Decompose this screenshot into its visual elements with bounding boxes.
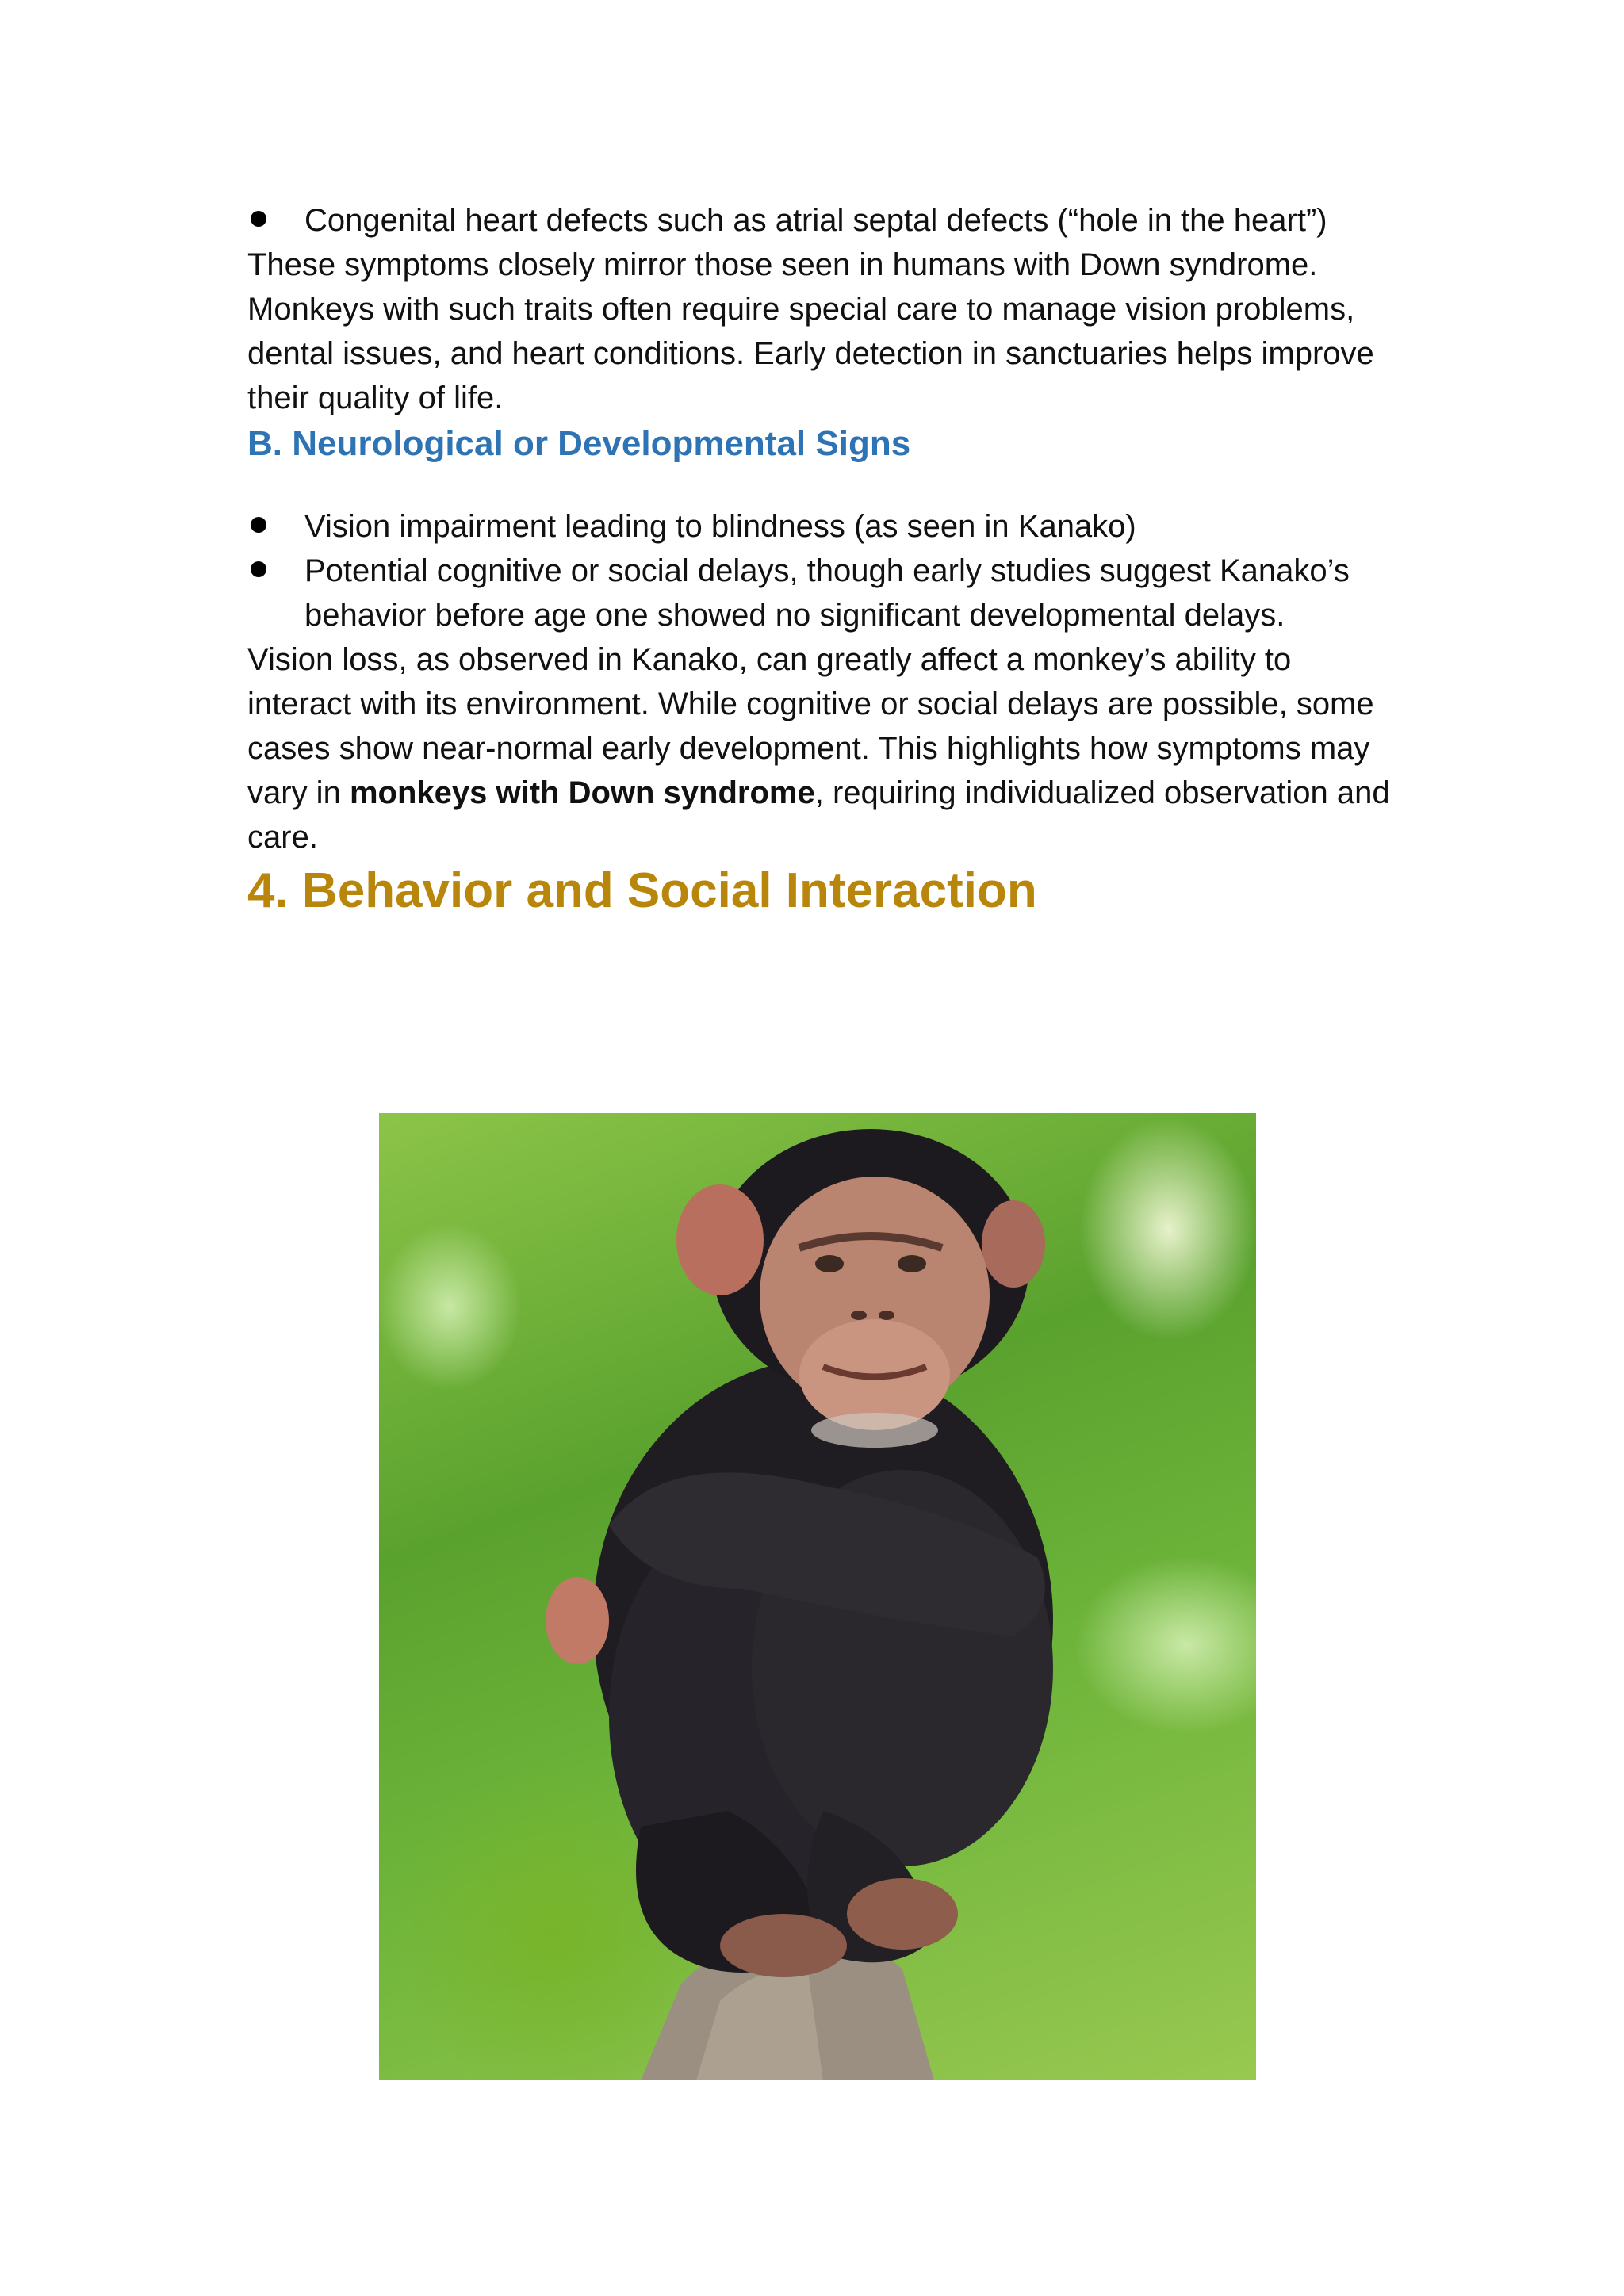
chimpanzee-photo bbox=[379, 1113, 1256, 2080]
document-page bbox=[247, 198, 1397, 923]
bullet-icon bbox=[251, 211, 266, 227]
section-heading-behavior: 4. Behavior and Social Interaction bbox=[247, 863, 1037, 918]
list-item-text: Congenital heart defects such as atrial septal defects (“hole in the heart”) bbox=[304, 203, 1327, 238]
chimpanzee-illustration bbox=[379, 1113, 1256, 2080]
list-item bbox=[247, 549, 1397, 637]
bullet-list-neurological bbox=[247, 504, 1397, 637]
list-item-text: Vision impairment leading to blindness (as seen in Kanako) bbox=[304, 509, 1136, 544]
paragraph-text: Vision loss, as observed in Kanako, can greatly affect a monkey’s ability to interact with its environment. While cognitive or social delays are possible, some cases show near-normal early development. This highlights how symptoms may vary in bbox=[247, 642, 1374, 810]
list-item bbox=[247, 504, 1397, 549]
bullet-icon bbox=[251, 561, 266, 577]
list-item-text: Potential cognitive or social delays, though early studies suggest Kanako’s behavior before age one showed no significant developmental delays. bbox=[304, 553, 1350, 633]
bullet-icon bbox=[251, 517, 266, 533]
paragraph-text: , requiring individualized observation and care. bbox=[247, 775, 1390, 855]
list-item bbox=[247, 198, 1397, 243]
bullet-list-heart bbox=[247, 198, 1397, 243]
bold-phrase: monkeys with Down syndrome bbox=[349, 775, 815, 810]
paragraph-vision-loss bbox=[247, 637, 1397, 859]
subheading-neurological: B. Neurological or Developmental Signs bbox=[247, 424, 911, 463]
paragraph-symptoms: These symptoms closely mirror those seen in humans with Down syndrome. Monkeys with such traits often require special care to manage vision problems, dental issues, and heart conditions. Early detection in sanctuaries helps improve their quality of life. bbox=[247, 247, 1374, 415]
